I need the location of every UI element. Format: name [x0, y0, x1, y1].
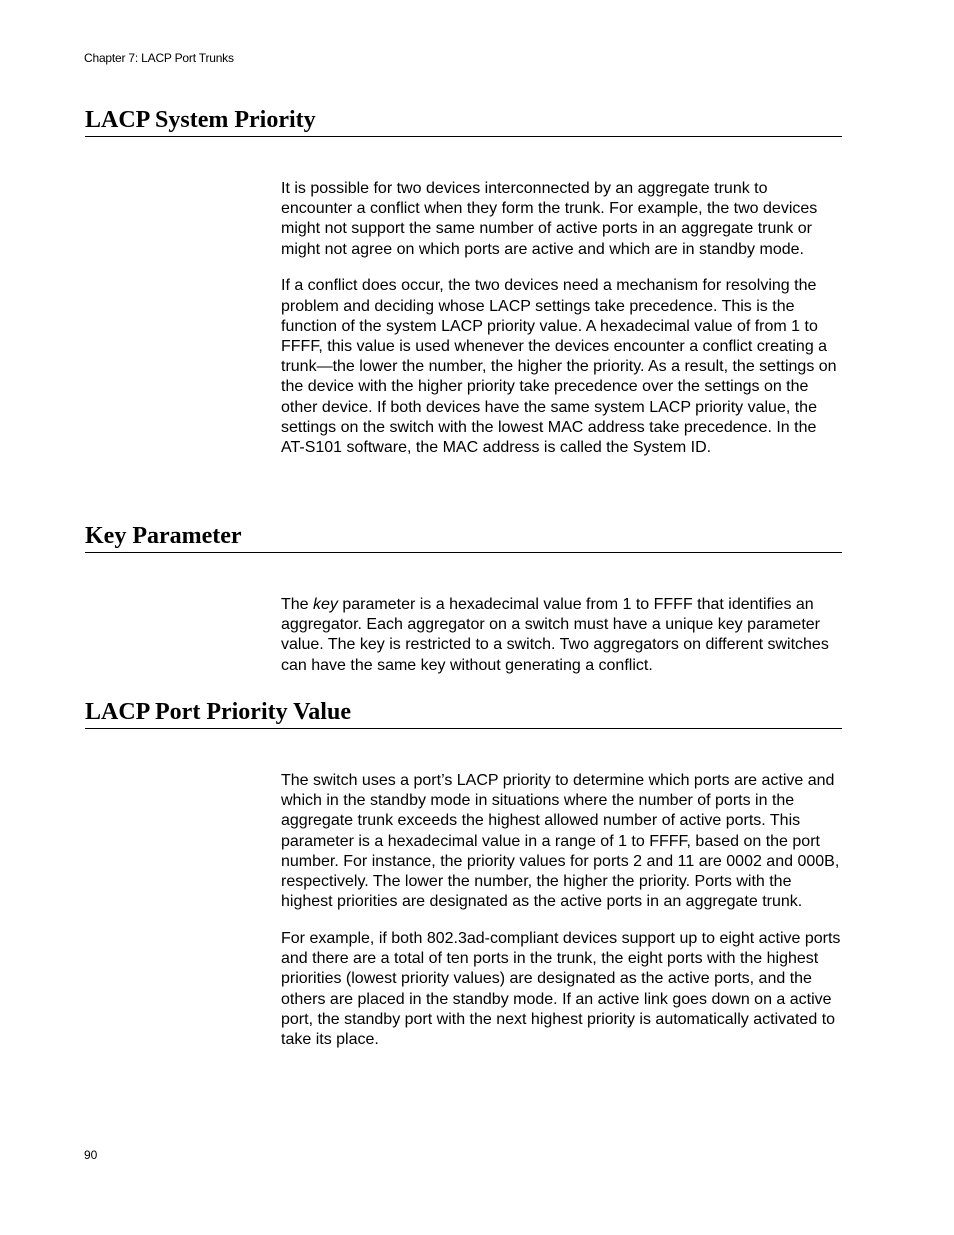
page-number: 90 — [84, 1148, 98, 1162]
section-body-key-parameter — [281, 595, 841, 676]
paragraph — [281, 595, 841, 676]
running-header: Chapter 7: LACP Port Trunks — [84, 51, 234, 65]
section-heading-lacp-system-priority: LACP System Priority — [85, 106, 842, 137]
paragraph: If a conflict does occur, the two devices need a mechanism for resolving the problem and deciding whose LACP settings take precedence. This is the function of the system LACP priority value. A hexadecimal value of from 1 to FFFF, this value is used whenever the devices encounter a conflict creating a trunk—the lower the number, the higher the priority. As a result, the settings on the device with the higher priority take precedence over the settings on the other device. If both devices have the same system LACP priority value, the settings on the switch with the lowest MAC address take precedence. In the AT-S101 software, the MAC address is called the System ID. — [281, 277, 837, 456]
section-body-lacp-port-priority-value — [281, 771, 841, 1050]
text-run: The — [281, 596, 314, 613]
paragraph: It is possible for two devices interconnected by an aggregate trunk to encounter a conflict when they form the trunk. For example, the two devices might not support the same number of active ports in an aggregate trunk or might not agree on which ports are active and which are in standby mode. — [281, 180, 818, 258]
key-term: key — [313, 596, 338, 613]
paragraph: For example, if both 802.3ad-compliant devices support up to eight active ports and there are a total of ten ports in the trunk, the eight ports with the highest priorities (lowest priority values) are designated as the active ports, and the others are placed in the standby mode. If an active link goes down on a active port, the standby port with the next highest priority is automatically activated to take its place. — [281, 929, 841, 1048]
paragraph: The switch uses a port’s LACP priority to determine which ports are active and which in the standby mode in situations where the number of ports in the aggregate trunk exceeds the highest allowed number of active ports. This parameter is a hexadecimal value in a range of 1 to FFFF, based on the port number. For instance, the priority values for ports 2 and 11 are 0002 and 000B, respectively. The lower the number, the higher the priority. Ports with the highest priorities are designated as the active ports in an aggregate trunk. — [281, 772, 840, 911]
text-run: parameter is a hexadecimal value from 1 to FFFF that identifies an aggregator. Each aggregator on a switch must have a unique key parameter value. The key is restricted to a switch. Two aggregators on different switches can have the same key without generating a conflict. — [281, 596, 829, 674]
section-body-lacp-system-priority — [281, 179, 841, 458]
section-heading-lacp-port-priority-value: LACP Port Priority Value — [85, 698, 842, 729]
section-heading-key-parameter: Key Parameter — [85, 522, 842, 553]
